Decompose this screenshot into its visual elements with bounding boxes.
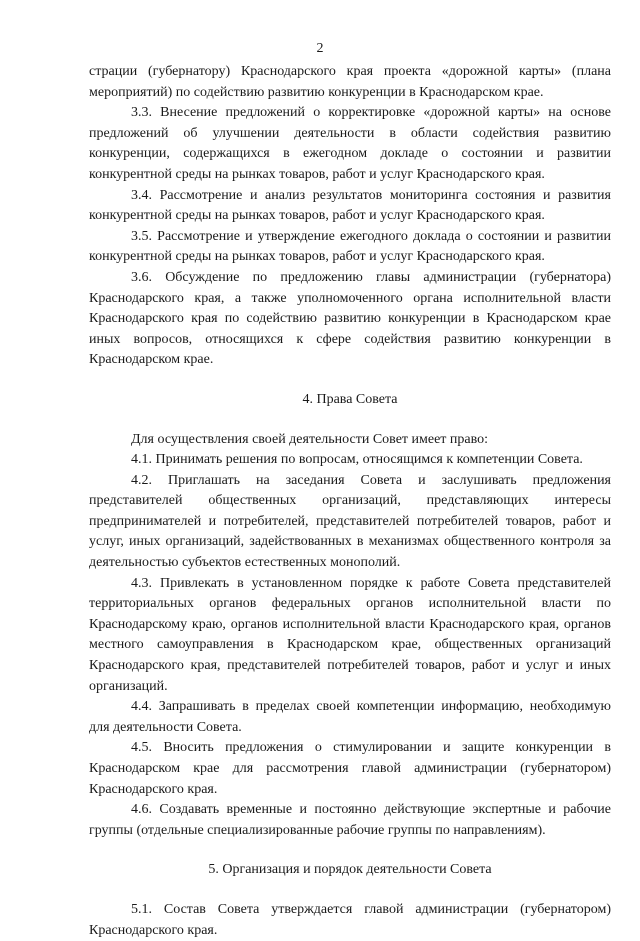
paragraph-3-3: 3.3. Внесение предложений о корректировке «дорожной карты» на основе предложений об улучшении деятельности в области содействия развитию конкуренции, содержащихся в ежегодном докладе о состоянии и развитии конкурентной среды на рынках товаров, работ и услуг Краснодарского края. [89, 105, 611, 182]
paragraph-3-6: 3.6. Обсуждение по предложению главы администрации (губернатора) Краснодарского края, а также уполномоченного органа исполнительной власти Краснодарского края по содействию развитию конкуренции в Краснодарском крае иных вопросов, относящихся к сфере содействия развитию конкуренции в Краснодарском крае. [89, 269, 611, 368]
section-4-heading: 4. Права Совета [302, 391, 398, 407]
paragraph-3-5: 3.5. Рассмотрение и утверждение ежегодного доклада о состоянии и развитии конкурентной среды на рынках товаров, работ и услуг Краснодарского края. [89, 228, 611, 265]
paragraph-4-6: 4.6. Создавать временные и постоянно действующие экспертные и рабочие группы (отдельные специализированные рабочие группы по направлениям). [89, 802, 611, 838]
paragraph-4-2: 4.2. Приглашать на заседания Совета и заслушивать предложения представителей общественных организаций, представляющих интересы предпринимателей и потребителей, представителей потребителей товаров, работ и услуг, иных организаций, задействованных в механизмах общественного контроля за деятельностью субъектов естественных монополий. [89, 472, 611, 571]
paragraph-3-4: 3.4. Рассмотрение и анализ результатов мониторинга состояния и развития конкурентной среды на рынках товаров, работ и услуг Краснодарского края. [89, 187, 611, 224]
document-body [89, 62, 611, 941]
paragraph-5-1: 5.1. Состав Совета утверждается главой администрации (губернатором) Краснодарского края. [89, 901, 611, 938]
section-5-heading: 5. Организация и порядок деятельности Совета [208, 862, 492, 878]
page-number: 2 [316, 41, 324, 56]
paragraph-4-5: 4.5. Вносить предложения о стимулировании и защите конкуренции в Краснодарском крае для рассмотрения главой администрации (губернатором) Краснодарского края. [89, 740, 611, 797]
paragraph-4-intro: Для осуществления своей деятельности Совет имеет право: [131, 431, 489, 447]
paragraph-4-3: 4.3. Привлекать в установленном порядке к работе Совета представителей территориальных органов федеральных органов исполнительной власти по Краснодарскому краю, органов исполнительной власти Краснодарского края, органов местного самоуправления в Краснодарском крае, общественных организаций Краснодарского края, представителей потребителей товаров, работ и услуг и иных организаций. [89, 575, 611, 694]
paragraph-4-1: 4.1. Принимать решения по вопросам, относящимся к компетенции Совета. [131, 452, 583, 468]
paragraph-4-4: 4.4. Запрашивать в пределах своей компетенции информацию, необходимую для деятельности Совета. [89, 699, 611, 735]
paragraph-continuation: страции (губернатору) Краснодарского края проекта «дорожной карты» (плана мероприятий) по содействию развитию конкуренции в Краснодарском крае. [89, 64, 611, 100]
